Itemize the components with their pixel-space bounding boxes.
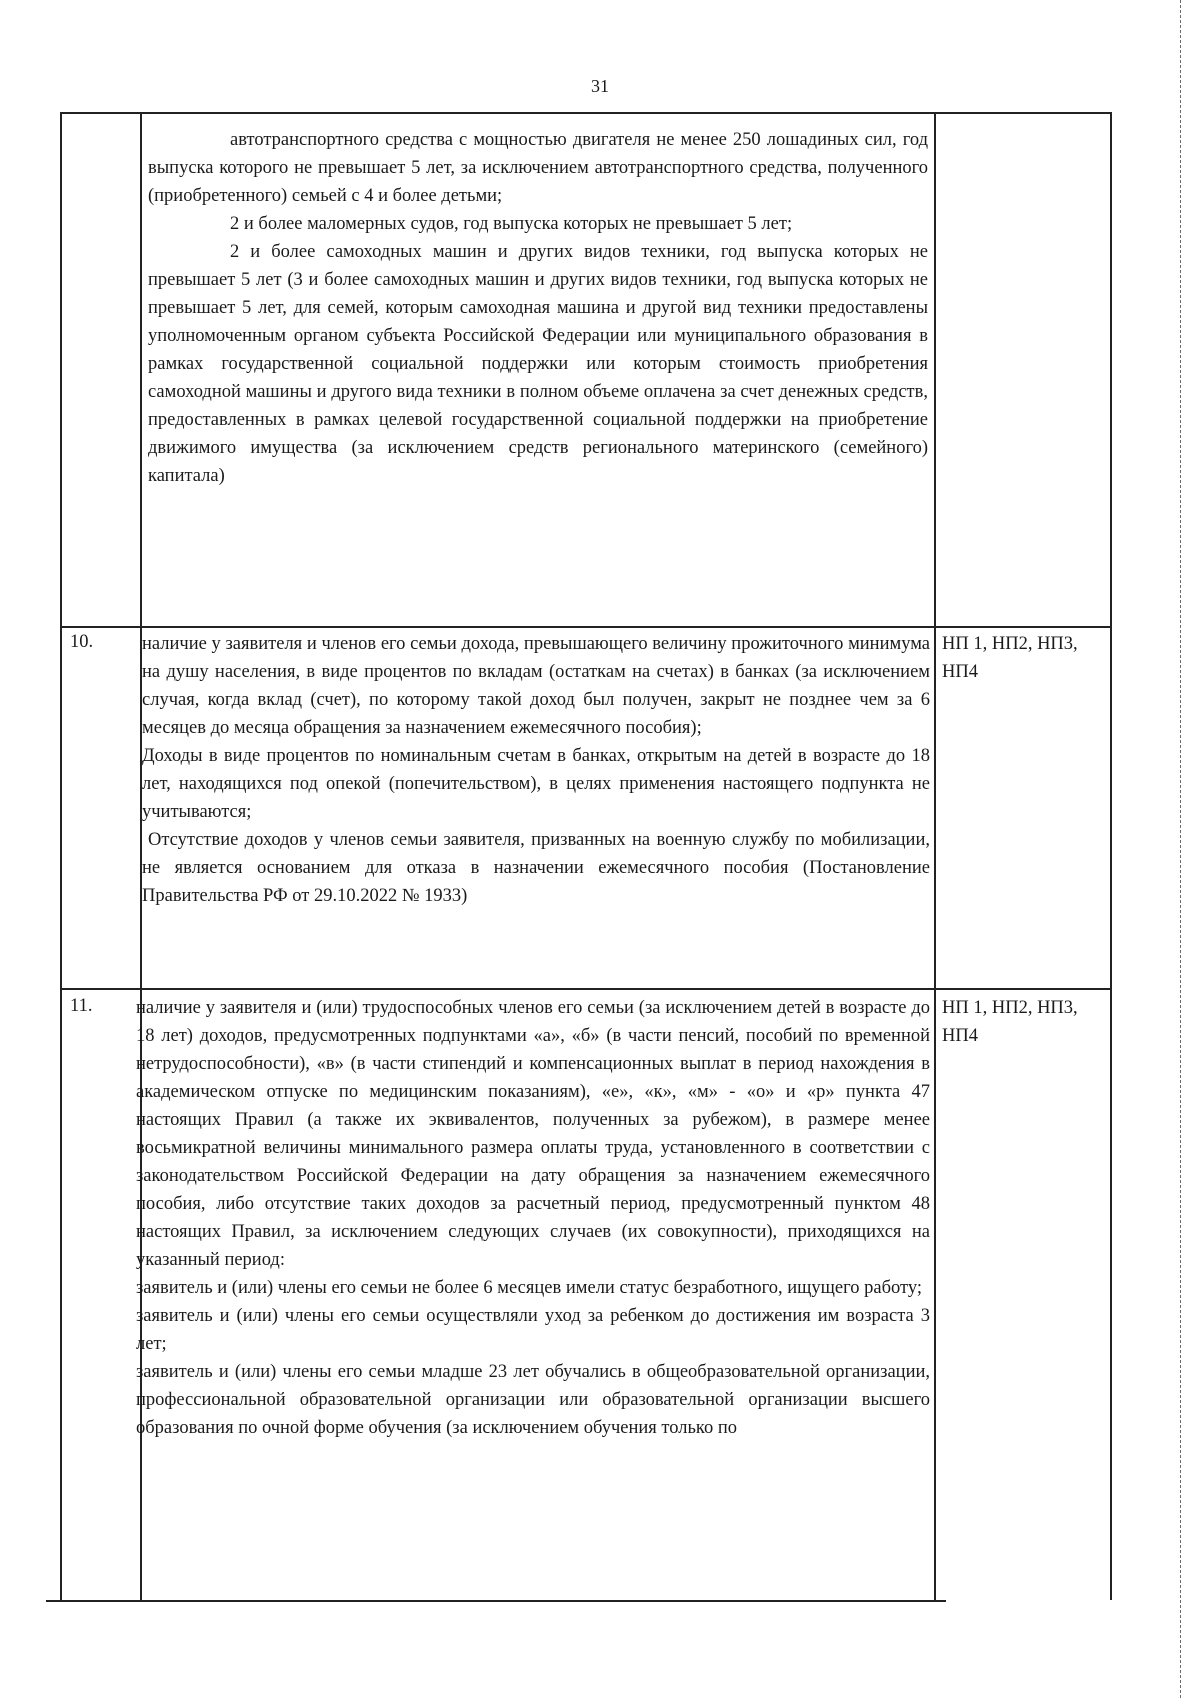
paragraph: Доходы в виде процентов по номинальным счетам в банках, открытым на детей в возрасте до 18 лет, находящихся под опекой (попечительством), в целях применения настоящего подпункта не учитываются; (142, 746, 930, 822)
table-row-10-text (142, 630, 930, 910)
column-divider-codes (934, 114, 936, 1600)
paragraph: заявитель и (или) члены его семьи младше 23 лет обучались в общеобразовательной организации, профессиональной образовательной организации или образовательной организации высшего образования по очной форме обучения (за исключением обучения только по (136, 1362, 930, 1438)
table-bottom-border (46, 1600, 946, 1602)
row-number: 11. (70, 996, 93, 1016)
paragraph: наличие у заявителя и членов его семьи дохода, превышающего величину прожиточного минимума на душу населения, в виде процентов по вкладам (остаткам на счетах) в банках (за исключением случая, когда вклад (счет), по которому такой доход был получен, закрыт не позднее чем за 6 месяцев до месяца обращения за назначением ежемесячного пособия); (142, 634, 930, 738)
paragraph: 2 и более маломерных судов, год выпуска которых не превышает 5 лет; (230, 214, 793, 234)
paragraph: наличие у заявителя и (или) трудоспособных членов его семьи (за исключением детей в возрасте до 18 лет) доходов, предусмотренных подпунктами «а», «б» (в части пенсий, пособий по временной нетрудоспособности), «в» (в части стипендий и компенсационных выплат в период нахождения в академическом отпуске по медицинским показаниям), «е», «к», «м» - «о» и «р» пункта 47 настоящих Правил (а также их эквивалентов, полученных за рубежом), в размере менее восьмикратной величины минимального размера оплаты труда, установленного в соответствии с законодательством Российской Федерации на дату обращения за назначением ежемесячного пособия, либо отсутствие таких доходов за расчетный период, предусмотренный пунктом 48 настоящих Правил, за исключением следующих случаев (их совокупности), приходящихся на указанный период: (136, 998, 930, 1270)
paragraph: 2 и более самоходных машин и других видов техники, год выпуска которых не превышает 5 лет (3 и более самоходных машин и других видов техники, год выпуска которых не превышает 5 лет, для семей, которым самоходная машина и другой вид техники предоставлены уполномоченным органом субъекта Российской Федерации или муниципального образования в рамках государственной социальной поддержки или которым стоимость приобретения самоходной машины и другого вида техники в полном объеме оплачена за счет денежных средств, предоставленных в рамках целевой государственной социальной поддержки на приобретение движимого имущества (за исключением средств регионального материнского (семейного) капитала) (148, 242, 928, 486)
page-number: 31 (591, 76, 609, 96)
table-row-continuation-text (148, 126, 928, 490)
page-edge-line (1180, 0, 1181, 1698)
paragraph: заявитель и (или) члены его семьи не более 6 месяцев имели статус безработного, ищущего работу; (136, 1278, 923, 1298)
paragraph: заявитель и (или) члены его семьи осуществляли уход за ребенком до достижения им возраста 3 лет; (136, 1306, 930, 1354)
row-number: 10. (70, 632, 94, 652)
criteria-table (60, 112, 1112, 1600)
table-row-11-text (136, 994, 930, 1442)
row-divider-2 (62, 988, 1110, 990)
row-11-codes: НП 1, НП2, НП3, НП4 (942, 998, 1078, 1046)
row-10-codes: НП 1, НП2, НП3, НП4 (942, 634, 1078, 682)
paragraph: Отсутствие доходов у членов семьи заявителя, призванных на военную службу по мобилизации, не является основанием для отказа в назначении ежемесячного пособия (Постановление Правительства РФ от 29.10.2022 № 1933) (142, 830, 930, 906)
row-divider-1 (62, 626, 1110, 628)
paragraph: автотранспортного средства с мощностью двигателя не менее 250 лошадиных сил, год выпуска которого не превышает 5 лет, за исключением автотранспортного средства, полученного (приобретенного) семьей с 4 и более детьми; (148, 130, 928, 206)
